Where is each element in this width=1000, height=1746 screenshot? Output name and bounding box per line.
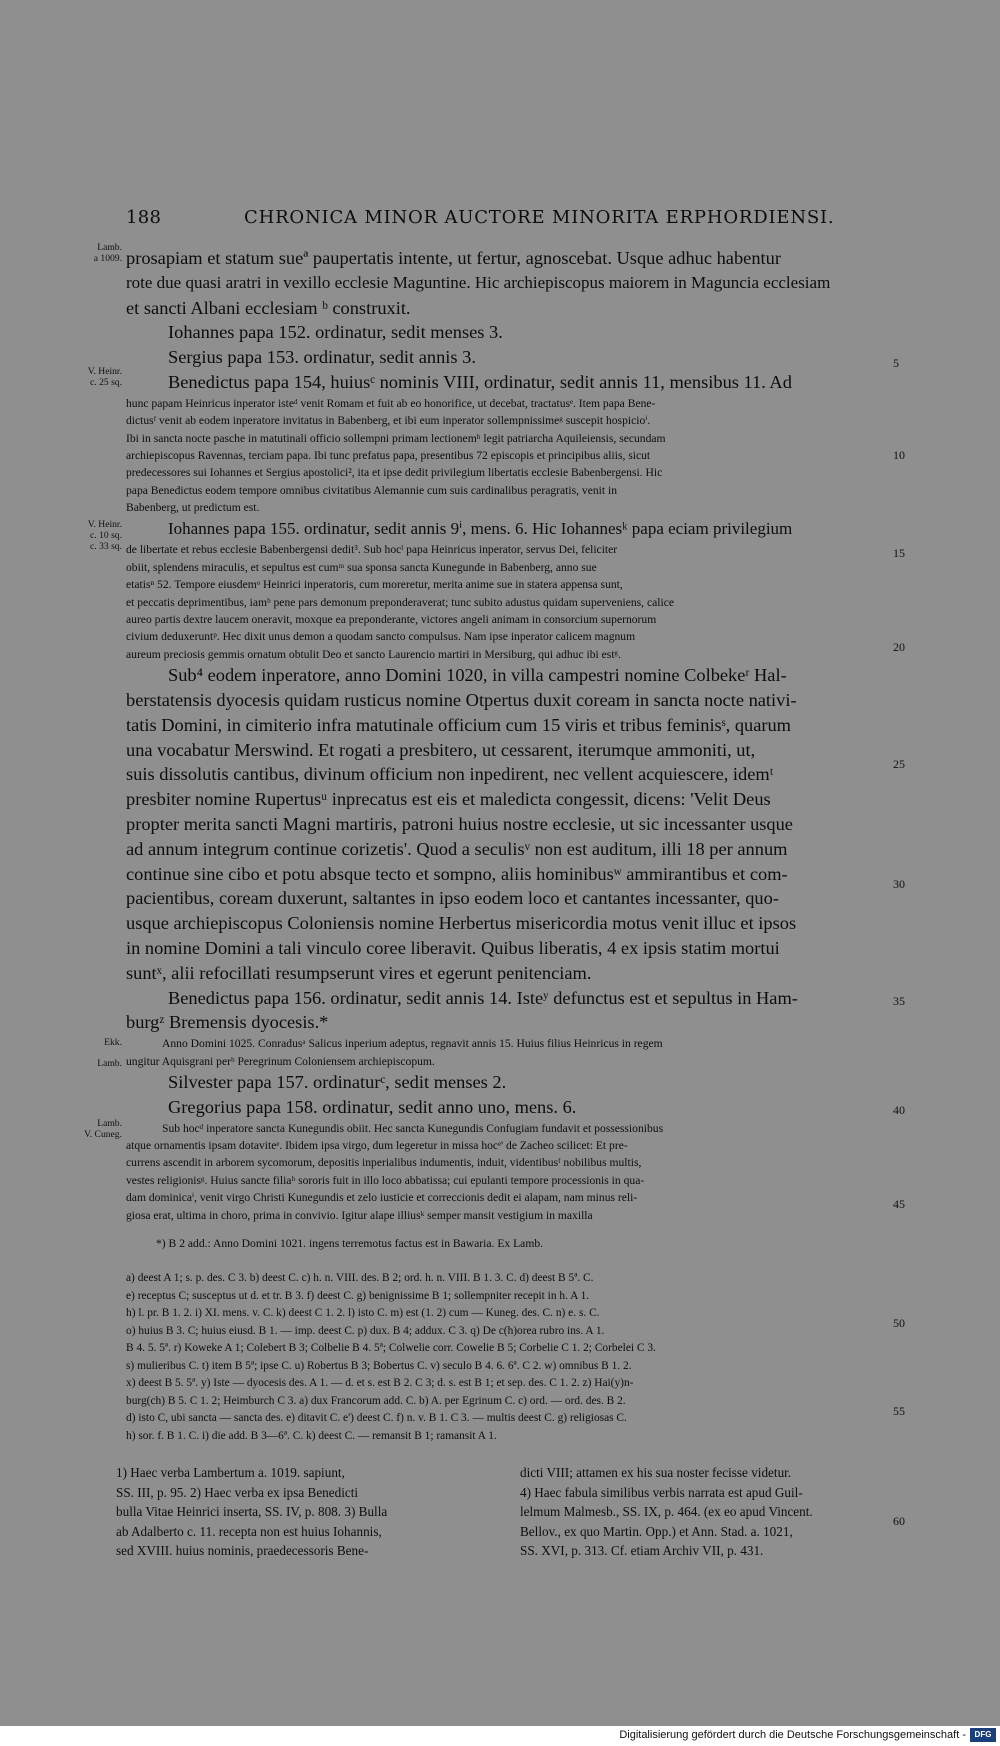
margin-source: V. Heinr. c. 10 sq. c. 33 sq.	[87, 519, 122, 552]
footnote-line: dicti VIII; attamen ex his sua noster fecisse videtur.	[520, 1465, 792, 1480]
margin-source: Lamb.	[97, 1058, 122, 1069]
apparatus-line: burg(ch) B 5. C 1. 2; Heimburch C 3. a) dux Francorum add. C. b) A. per Egrinum C. c) ord. — ord. des. B 2.	[126, 1394, 626, 1407]
line-number: 20	[893, 640, 905, 654]
text-line: ad annum integrum continue corizetis'. Quod a seculisᵛ non est auditum, illi 18 per annum	[126, 838, 788, 859]
footnote-line: SS. XVI, p. 313. Cf. etiam Archiv VII, p. 431.	[520, 1543, 764, 1559]
text-line: suntˣ, alii refocillati resumpserunt vires et egerunt penitenciam.	[126, 962, 592, 983]
text-line: hunc papam Heinricus inperator isteᵈ venit Romam et fuit ab eo honorifice, ut decebat, tractatusᵉ. Item papa Bene-	[126, 396, 656, 410]
text-line: atque ornamentis ipsam dotaviteᵉ. Ibidem ipsa virgo, dum legeretur in missa hocᵉ' de Zacheo scilicet: Et pre-	[126, 1139, 628, 1153]
footnote-line: lelmum Malmesb., SS. IX, p. 464. (ex eo apud Vincent.	[520, 1504, 813, 1520]
text-line: berstatensis dyocesis quidam rusticus nomine Otpertus duxit coream in sancta nocte nativi-	[126, 690, 797, 711]
text-line: rote due quasi aratri in vexillo ecclesie Maguntine. Hic archiepiscopus maiorem in Maguncia ecclesiam	[126, 272, 831, 292]
margin-source: V. Heinr. c. 25 sq.	[87, 366, 122, 388]
critical-apparatus	[126, 1270, 892, 1445]
margin-source: Lamb. a 1009.	[93, 242, 122, 264]
text-line: vestes religionisᵍ. Huius sancte filiaʰ sororis fuit in illo loco abbatissa; cui epulanti tempore processionis in qua-	[126, 1173, 645, 1187]
apparatus-line: s) mulieribus C. t) item B 5ª; ipse C. u) Robertus B 3; Bobertus C. v) seculo B 4. 6. 6ª. C 2. w) omnibus B 1. 2.	[126, 1359, 632, 1372]
text-line: Sergius papa 153. ordinatur, sedit annis 3.	[168, 347, 476, 368]
apparatus-line: B 4. 5. 5ª. r) Koweke A 1; Colebert B 3; Colbelie B 4. 5ª; Colwelie corr. Cowelie B 5; Corbelie C 1. 2; Corbelei C 3.	[126, 1342, 656, 1354]
text-line: Iohannes papa 155. ordinatur, sedit annis 9ⁱ, mens. 6. Hic Iohannesᵏ papa eciam privilegium	[168, 518, 793, 538]
footnote-line: bulla Vitae Heinrici inserta, SS. IV, p. 808. 3) Bulla	[116, 1504, 388, 1520]
text-line: predecessores sui Iohannes et Sergius apostolici², ita et ipse dedit privilegium libertatis ecclesie Babenbergensi. Hic	[126, 466, 663, 480]
text-line: etatisⁿ 52. Tempore eiusdemᵒ Heinrici inperatoris, cum moreretur, merita anime sue in statera appensa sunt,	[126, 578, 623, 592]
footnote-line: sed XVIII. huius nominis, praedecessoris Bene-	[116, 1543, 369, 1559]
text-line: presbiter nomine Rupertusᵘ inprecatus est eis et maledicta congessit, dicens: 'Velit Deus	[126, 789, 771, 810]
text-line: tatis Domini, in cimiterio infra matutinale officium cum 15 viris et tribus feminisˢ, quarum	[126, 714, 791, 735]
margin-source: Lamb. V. Cuneg.	[84, 1118, 122, 1140]
dfg-logo-icon: DFG	[970, 1728, 996, 1742]
text-line: in nomine Domini a tali vinculo coree liberavit. Quibus liberatis, 4 ex ipsis statim mortui	[126, 938, 780, 959]
text-line: una vocabatur Merswind. Et rogati a presbitero, ut cessarent, iterumque ammoniti, ut,	[126, 739, 756, 760]
apparatus-line: x) deest B 5. 5ª. y) Iste — dyocesis des. A 1. — d. et s. est B 2. C 3; d. s. est B 1; et sep. des. C 1. 2. z) Hai(y)n-	[126, 1377, 634, 1389]
text-line: archiepiscopus Ravennas, terciam papa. Ibi tunc prefatus papa, presentibus 72 episcopis et principibus aliis, sicut	[126, 449, 651, 462]
footnote-line: Bellov., ex quo Martin. Opp.) et Ann. Stad. a. 1021,	[520, 1523, 793, 1539]
apparatus-line: e) receptus C; susceptus ut d. et tr. B 3. f) deest C. g) benignissime B 1; sollempniter recepit in h. A 1.	[126, 1289, 590, 1302]
apparatus-line: o) huius B 3. C; huius eiusd. B 1. — imp. deest C. p) dux. B 4; addux. C 3. q) De c(h)orea rubro ins. A 1.	[126, 1324, 605, 1337]
line-number: 5	[893, 356, 899, 370]
footnotes-right-column	[520, 1463, 890, 1561]
line-number: 45	[893, 1197, 905, 1211]
line-number: 15	[893, 546, 905, 560]
text-line: Babenberg, ut predictum est.	[126, 501, 260, 515]
footnote-line: 4) Haec fabula similibus verbis narrata est apud Guil-	[520, 1484, 803, 1500]
text-line: obiit, splendens miraculis, et sepultus est cumᵐ sua sponsa sancta Kunegunde in Babenberg, anno sue	[126, 560, 597, 574]
footnotes-left-column	[116, 1463, 486, 1561]
text-line: Ibi in sancta nocte pasche in matutinali officio sollempni primam lectionemʰ legit patriarcha Aquileiensis, secundam	[126, 431, 666, 445]
text-line: aureum preciosis gemmis ornatum obtulit Deo et sancto Laurencio martiri in Mersiburg, qui adhuc ibi estᵍ.	[126, 647, 621, 661]
text-line: ungitur Aquisgrani perᵇ Peregrinum Coloniensem archiepiscopum.	[126, 1054, 435, 1068]
text-line: aureo partis dextre laucem oneravit, moxque ea preponderante, victores angeli animam in consorcium supernorum	[126, 613, 657, 627]
text-line: Sub hocᵈ inperatore sancta Kunegundis obiit. Hec sancta Kunegundis Confugiam fundavit et possessionibus	[162, 1121, 664, 1135]
text-line: Gregorius papa 158. ordinatur, sedit anno uno, mens. 6.	[168, 1096, 577, 1117]
margin-source: Ekk.	[104, 1037, 122, 1048]
footnote-line: SS. III, p. 95. 2) Haec verba ex ipsa Benedicti	[116, 1484, 359, 1500]
text-line: et peccatis deprimentibus, iamᵇ pene pars demonum preponderaverat; tunc subito adustus quidam superveniens, calice	[126, 595, 675, 609]
line-number: 60	[893, 1514, 905, 1528]
text-line: Benedictus papa 154, huiusᶜ nominis VIII, ordinatur, sedit annis 11, mensibus 11. Ad	[168, 371, 792, 392]
line-number: 25	[893, 757, 905, 771]
apparatus-line: a) deest A 1; s. p. des. C 3. b) deest C. c) h. n. VIII. des. B 2; ord. h. n. VIII. B 1. 3. C. d) deest B 5ª. C.	[126, 1272, 594, 1284]
running-title: CHRONICA MINOR AUCTORE MINORITA ERPHORDIENSI.	[244, 207, 835, 228]
line-number: 40	[893, 1103, 905, 1117]
apparatus-line: h) l. pr. B 1. 2. i) XI. mens. v. C. k) deest C 1. 2. l) isto C. m) est (1. 2) cum — Kuneg. des. C. n) e. s. C.	[126, 1307, 600, 1319]
text-line: currens ascendit in arborem sycomorum, depositis inperialibus indumentis, induit, videntibusᶠ nobilibus multis,	[126, 1156, 642, 1170]
line-number: 30	[893, 877, 905, 891]
footnote-line: ab Adalberto c. 11. recepta non est huius Iohannis,	[116, 1523, 382, 1539]
text-line: Anno Domini 1025. Conradusᵃ Salicus inperium adeptus, regnavit annis 15. Huius filius Heinricus in regem	[162, 1037, 663, 1051]
starred-note: *) B 2 add.: Anno Domini 1021. ingens terremotus factus est in Bawaria. Ex Lamb.	[156, 1237, 544, 1250]
text-line: Silvester papa 157. ordinaturᶜ, sedit menses 2.	[168, 1072, 507, 1093]
text-line: papa Benedictus eodem tempore omnibus civitatibus Alemannie cum suis cardinalibus peragratis, venit in	[126, 483, 618, 497]
line-number: 35	[893, 994, 905, 1008]
footnote-line: 1) Haec verba Lambertum a. 1019. sapiunt,	[116, 1465, 345, 1480]
main-text	[126, 246, 892, 1224]
apparatus-line: h) sor. f. B 1. C. i) die add. B 3—6ª. C. k) deest C. — remansit B 1; ramansit A 1.	[126, 1429, 497, 1442]
text-line: Sub⁴ eodem inperatore, anno Domini 1020, in villa campestri nomine Colbekeʳ Hal-	[168, 665, 787, 686]
text-line: civium deduxeruntᵖ. Hec dixit unus demon a quodam sancto compulsus. Nam ipse inperator calicem magnum	[126, 630, 636, 644]
line-number: 55	[893, 1404, 905, 1418]
text-line: dictusᶠ venit ab eodem inperatore invitatus in Babenberg, et ibi eum inperator sollempnissimeᵍ suscepit hospicioⁱ.	[126, 414, 651, 428]
apparatus-line: d) isto C, ubi sancta — sancta des. e) ditavit C. e') deest C. f) n. v. B 1. C 3. — multis deest C. g) religiosas C.	[126, 1412, 627, 1424]
text-line: et sancti Albani ecclesiam ᵇ construxit.	[126, 297, 411, 318]
line-number: 50	[893, 1316, 905, 1330]
funding-credit: Digitalisierung gefördert durch die Deutsche Forschungsgemeinschaft -	[619, 1729, 966, 1741]
text-line: usque archiepiscopus Coloniensis nomine Herbertus misericordia motus venit illuc et ipsos	[126, 913, 797, 934]
text-line: de libertate et rebus ecclesie Babenbergensi dedit³. Sub hocˡ papa Heinricus inperator, servus Dei, feliciter	[126, 543, 618, 557]
text-line: suis dissolutis cantibus, divinum officium non inpedirent, nec vellent acquiescere, idemᵗ	[126, 764, 774, 785]
text-line: Iohannes papa 152. ordinatur, sedit menses 3.	[168, 322, 503, 343]
text-line: propter merita sancti Magni martiris, patroni huius nostre ecclesie, ut sic incessanter usque	[126, 814, 793, 835]
line-number: 10	[893, 448, 905, 462]
text-line: burgᶻ Bremensis dyocesis.*	[126, 1012, 329, 1033]
text-line: Benedictus papa 156. ordinatur, sedit annis 14. Isteʸ defunctus est et sepultus in Ham-	[168, 987, 798, 1008]
text-line: prosapiam et statum sueª paupertatis intente, ut fertur, agnoscebat. Usque adhuc habentur	[126, 248, 781, 268]
page-number: 188	[126, 207, 162, 228]
text-line: giosa erat, ultima in choro, prima in convivio. Igitur alape illiusᵏ semper mansit vestigium in maxilla	[126, 1208, 593, 1222]
text-line: dam dominicaⁱ, venit virgo Christi Kunegundis et zelo iusticie et correccionis dedit ei alapam, nam minus reli-	[126, 1191, 638, 1205]
text-line: pacientibus, coream duxerunt, saltantes in ipso eodem loco et cantantes incessanter, quo-	[126, 888, 779, 909]
text-line: continue sine cibo et potu absque tecto et sompno, aliis hominibusʷ ammirantibus et com-	[126, 863, 788, 884]
